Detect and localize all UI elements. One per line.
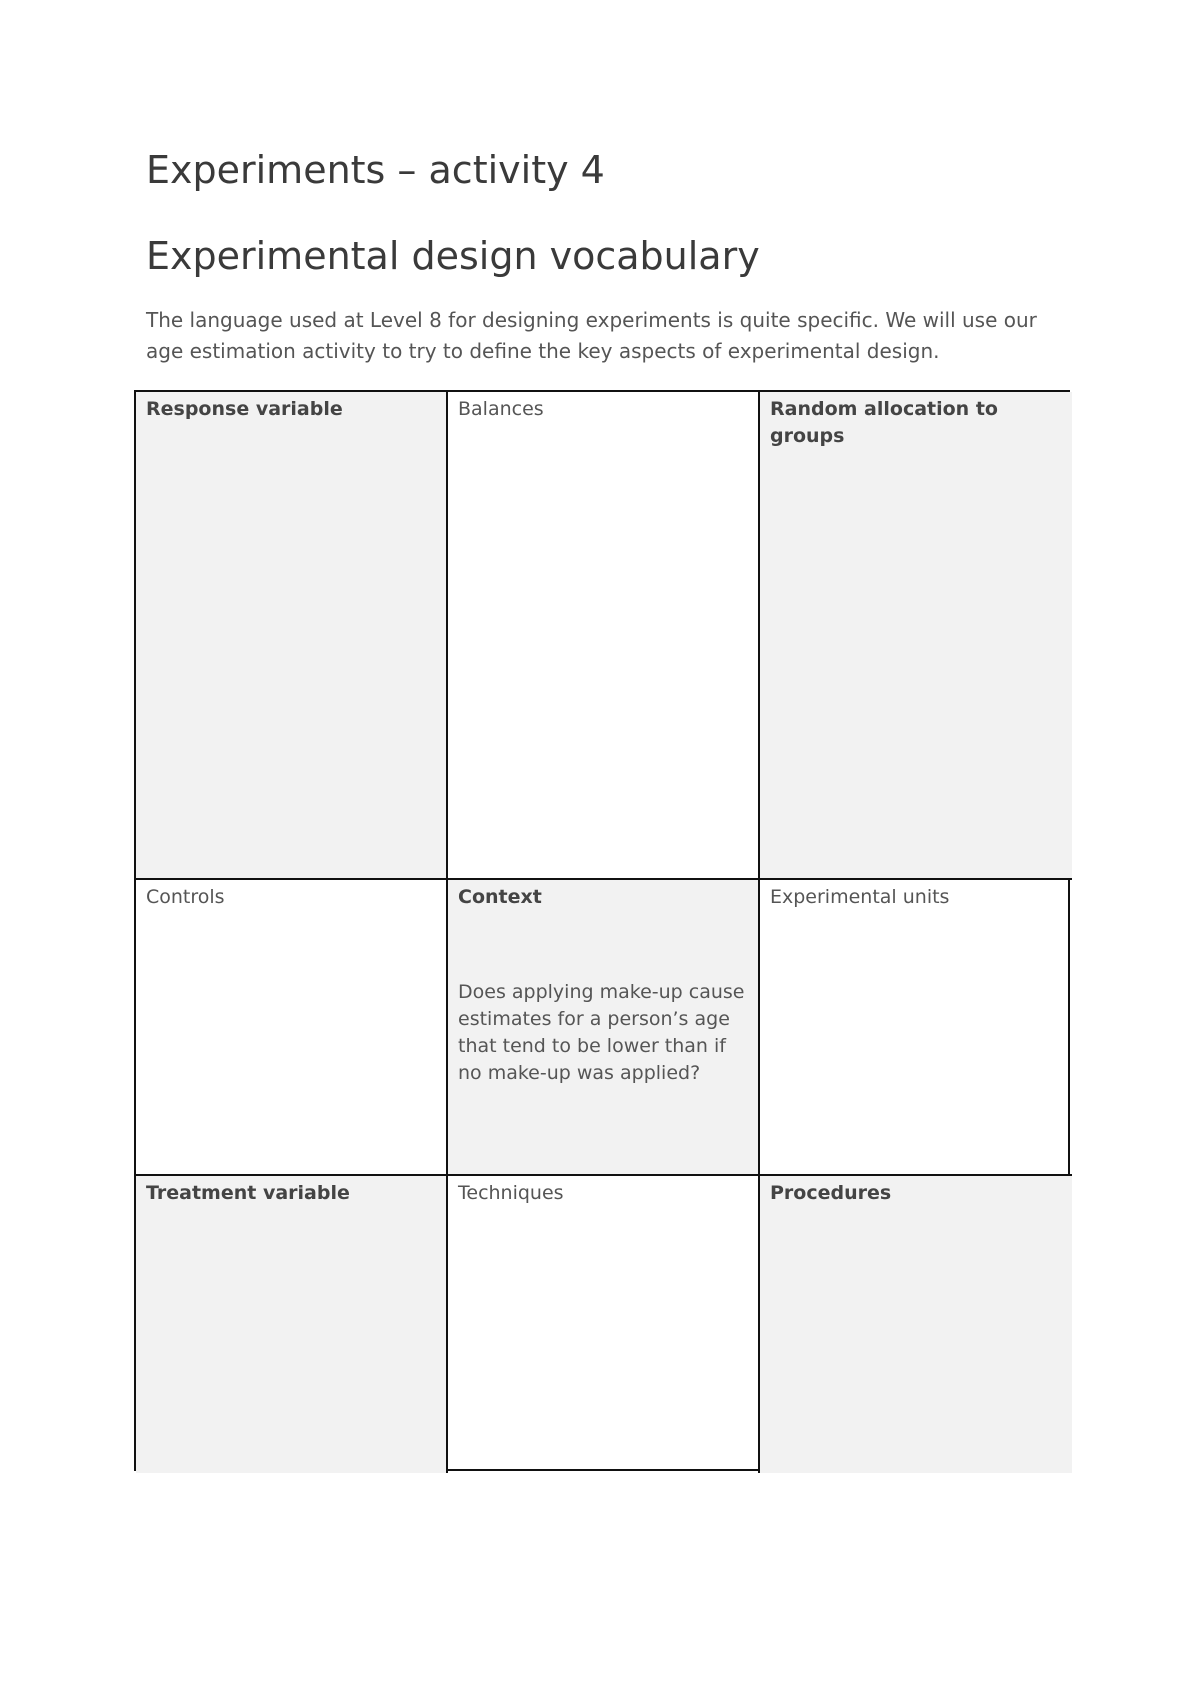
cell-experimental-units — [760, 880, 1072, 1176]
page-subtitle: Experimental design vocabulary — [146, 234, 760, 278]
cell-random-allocation — [760, 392, 1072, 880]
cell-controls — [136, 880, 448, 1176]
cell-label: Procedures — [770, 1182, 892, 1204]
cell-techniques — [448, 1176, 760, 1473]
vocabulary-grid — [134, 390, 1070, 1471]
cell-treatment-variable — [136, 1176, 448, 1473]
cell-label: Random allocation to groups — [770, 398, 998, 447]
cell-label: Response variable — [146, 398, 343, 420]
cell-response-variable — [136, 392, 448, 880]
cell-label: Context — [458, 886, 542, 908]
cell-label: Experimental units — [770, 886, 950, 908]
cell-balances — [448, 392, 760, 880]
cell-label: Techniques — [458, 1182, 564, 1204]
cell-procedures — [760, 1176, 1072, 1473]
cell-label: Controls — [146, 886, 225, 908]
cell-context — [448, 880, 760, 1176]
page-title: Experiments – activity 4 — [146, 148, 605, 192]
cell-label: Balances — [458, 398, 544, 420]
context-question: Does applying make-up cause estimates for a person’s age that tend to be lower than if no make-up was applied? — [458, 981, 745, 1084]
intro-paragraph: The language used at Level 8 for designing experiments is quite specific. We will use our age estimation activity to try to define the key aspects of experimental design. — [146, 308, 1037, 363]
cell-label: Treatment variable — [146, 1182, 350, 1204]
